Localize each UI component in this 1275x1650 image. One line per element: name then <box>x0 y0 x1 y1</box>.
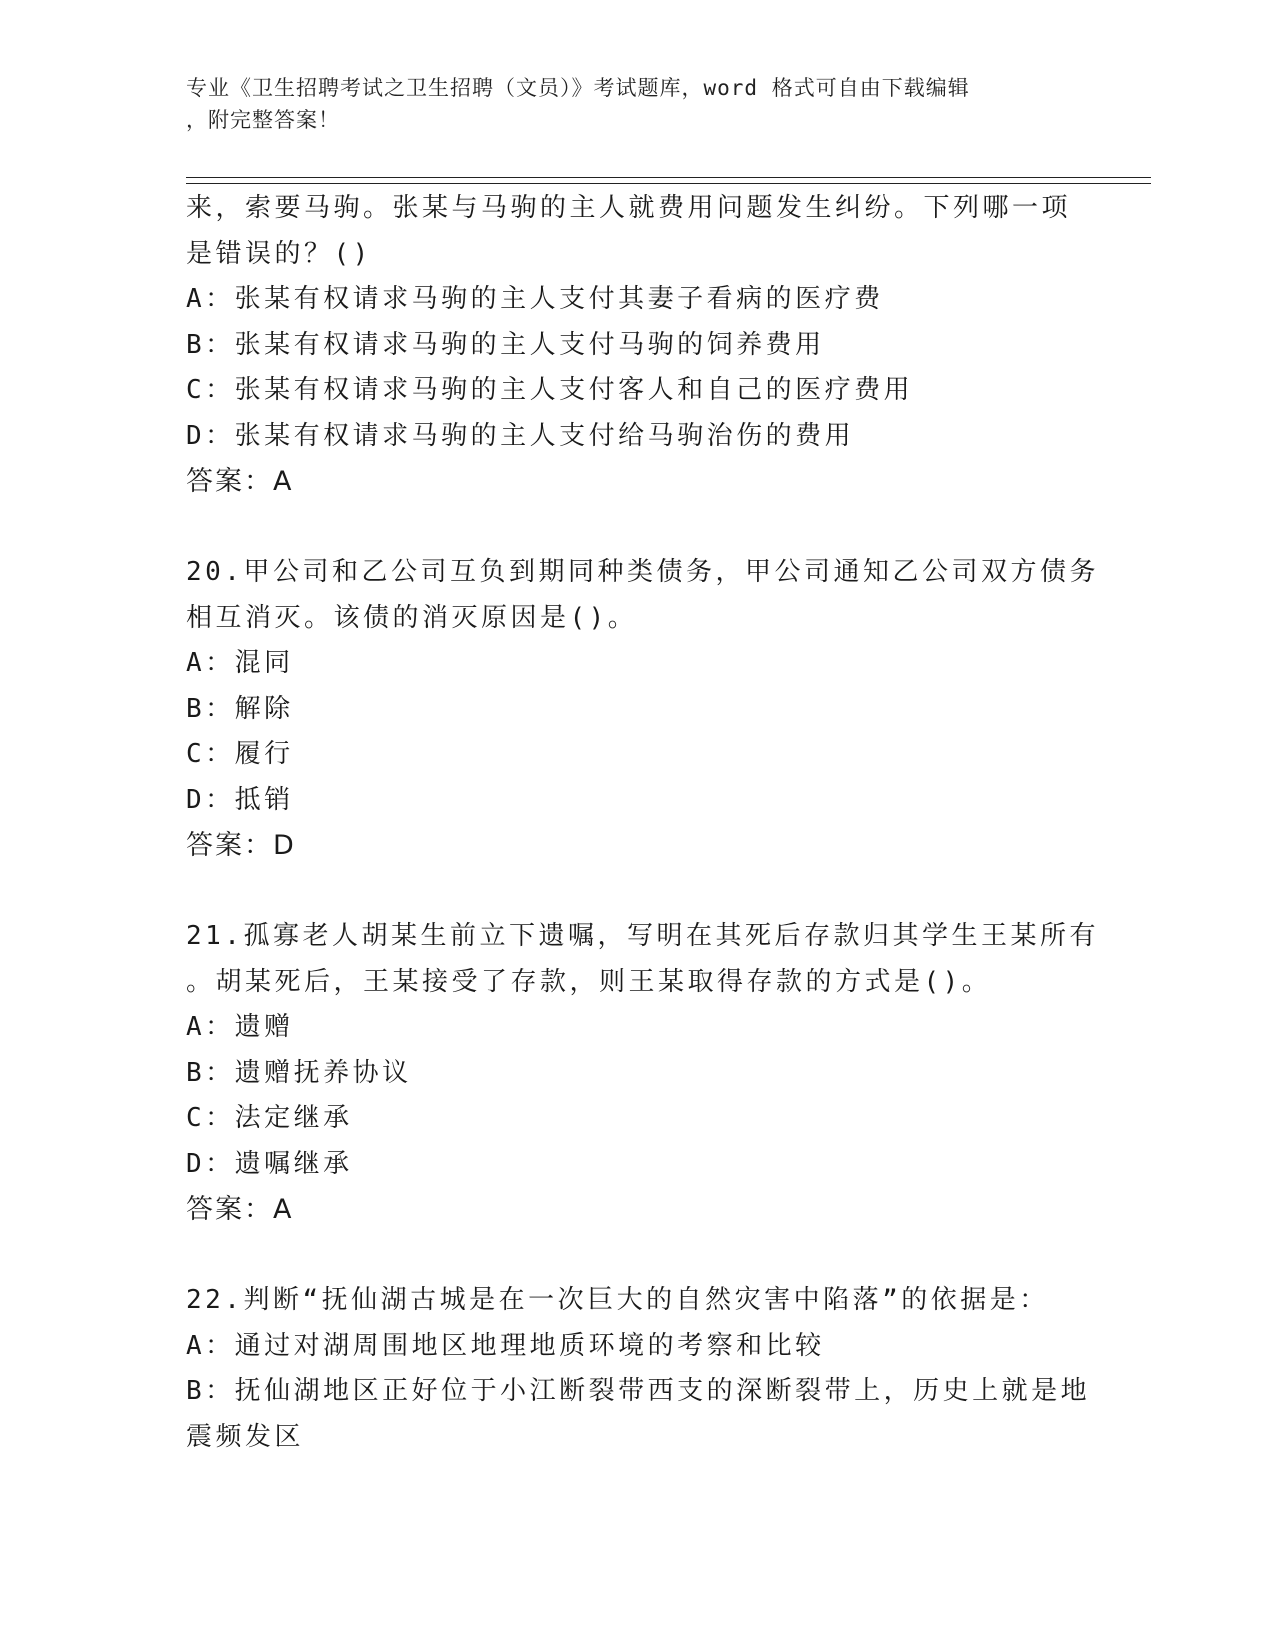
option-d: D：张某有权请求马驹的主人支付给马驹治伤的费用 <box>186 420 855 451</box>
header-line-2: ，附完整答案！ <box>186 108 340 132</box>
option-a: A：通过对湖周围地区地理地质环境的考察和比较 <box>186 1330 825 1361</box>
question-19 <box>186 186 1086 505</box>
question-21 <box>186 914 1099 1233</box>
question-stem: 是错误的？() <box>186 238 372 269</box>
option-a: A：遗赠 <box>186 1012 294 1042</box>
header-line-1: 专业《卫生招聘考试之卫生招聘（文员）》考试题库，word 格式可自由下载编辑 <box>186 76 970 100</box>
header-divider-bottom <box>186 183 1151 184</box>
option-b: B：遗赠抚养协议 <box>186 1057 412 1088</box>
question-stem: 。胡某死后，王某接受了存款，则王某取得存款的方式是()。 <box>186 966 992 997</box>
header-divider-top <box>186 177 1151 178</box>
question-list <box>186 186 1099 1460</box>
question-stem: 21.孤寡老人胡某生前立下遗嘱，写明在其死后存款归其学生王某所有 <box>186 921 1099 951</box>
answer: 答案：A <box>186 1194 294 1225</box>
option-b: B：张某有权请求马驹的主人支付马驹的饲养费用 <box>186 329 825 360</box>
option-d: D：遗嘱继承 <box>186 1148 353 1179</box>
option-b: B：解除 <box>186 693 294 724</box>
question-stem: 来，索要马驹。张某与马驹的主人就费用问题发生纠纷。下列哪一项 <box>186 193 1072 223</box>
answer: 答案：A <box>186 466 294 497</box>
document-header <box>186 72 1066 136</box>
question-stem: 22.判断“抚仙湖古城是在一次巨大的自然灾害中陷落”的依据是： <box>186 1285 1049 1315</box>
option-b: B：抚仙湖地区正好位于小江断裂带西支的深断裂带上，历史上就是地 <box>186 1376 1091 1406</box>
option-a: A：张某有权请求马驹的主人支付其妻子看病的医疗费 <box>186 284 884 314</box>
option-c: C：履行 <box>186 739 294 769</box>
option-c: C：张某有权请求马驹的主人支付客人和自己的医疗费用 <box>186 375 914 405</box>
option-d: D：抵销 <box>186 784 294 815</box>
question-stem: 相互消灭。该债的消灭原因是()。 <box>186 602 638 633</box>
question-22 <box>186 1278 1091 1460</box>
answer: 答案：D <box>186 830 296 861</box>
question-20 <box>186 550 1099 869</box>
spacer <box>186 1233 1086 1279</box>
spacer <box>186 505 1086 551</box>
option-b-continued: 震频发区 <box>186 1421 305 1452</box>
option-a: A：混同 <box>186 648 294 678</box>
option-c: C：法定继承 <box>186 1103 353 1133</box>
question-stem: 20.甲公司和乙公司互负到期同种类债务，甲公司通知乙公司双方债务 <box>186 557 1099 587</box>
spacer <box>186 869 1086 915</box>
